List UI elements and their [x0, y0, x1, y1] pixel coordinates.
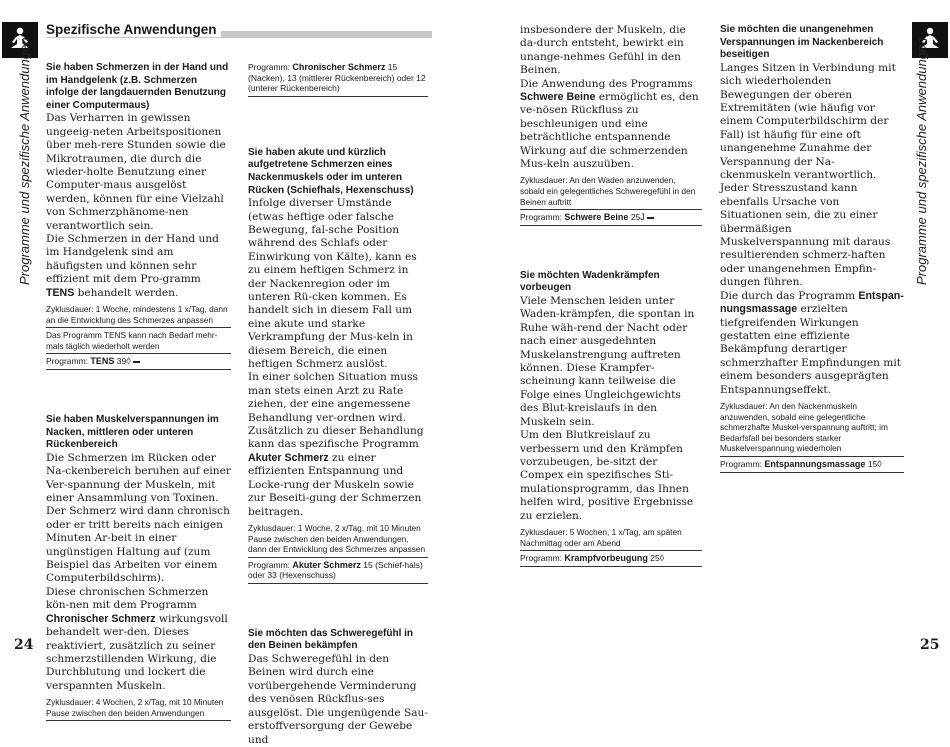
paragraph: Das Verharren in gewissen ungeeig-neten Arbeitspositionen über meh-rere Stunden sowie die Mikrotraumen, die durch die wieder-holte Benutzung einer Computer-maus ausgelöst werden, können für eine Vielzahl von Schmerzphänome-nen verantwortlich sein. [46, 112, 226, 232]
dash-icon [647, 217, 654, 219]
cycle-note: Zyklusdauer: 4 Wochen, 2 x/Tag, mit 10 Minuten Pause zwischen den beiden Anwendungen [46, 697, 231, 721]
column-3 [520, 24, 702, 567]
side-label-right: Programme und spezifische Anwendungen [914, 37, 929, 285]
heading-hand-wrist: Sie haben Schmerzen in der Hand und im Handgelenk (z.B. Schmerzen infolge der langdauernden Benutzung einer Computermaus) [46, 62, 229, 111]
page-number-right: 25 [920, 637, 940, 653]
cycle-note: Zyklusdauer: 5 Wochen, 1 x/Tag, am späten Nachmittag oder am Abend [520, 527, 702, 551]
section-title: Spezifische Anwendungen [46, 22, 221, 37]
paragraph: Infolge diverser Umstände (etwas heftige oder falsche Bewegung, fal-sche Position während des Schlafs oder Einwirkung von Kälte), kann es zu einem heftigen Schmerz in der Nackenregion oder im unteren Rü-cken kommen. Es handelt sich in diesem Fall um eine akute und starke Verkrampfung der Mus-keln in diesem Bereich, die einen heftigen Schmerz auslöst. [248, 197, 417, 371]
paragraph: Um den Blutkreislauf zu verbessern und den Krämpfen vorzubeugen, be-sitzt der Compex ein spezifisches Sti-mulationsprogramm, das Ihnen helfen wird, positive Ergebnisse zu erzielen. [520, 429, 694, 522]
paragraph: Die Schmerzen in der Hand und im Handgelenk sind am häufigsten und können sehr effizient mit dem Pro-gramm TENS behandelt werden. [46, 233, 219, 299]
program-line-acute: Programm: Akuter Schmerz 15 (Schief-hals) oder 33 (Hexenschuss) [248, 558, 428, 584]
program-line-cramp: Programm: Krampfvorbeugung 25◊ [520, 551, 702, 567]
paragraph: Die Anwendung des Programms Schwere Beine ermöglicht es, den ve-nösen Rückfluss zu beschleunigen und eine beträchtliche entspannende Wirkung auf die schmerzenden Mus-keln auszuüben. [520, 77, 699, 171]
heading-calf-cramps: Sie möchten Wadenkrämpfen vorbeugen [520, 269, 660, 294]
column-2 [248, 60, 428, 747]
cycle-note: Zyklusdauer: An den Waden anzuwenden, sobald ein gelegentliches Schweregefühl in den Beinen auftritt [520, 175, 702, 210]
repeat-note: Das Programm TENS kann nach Bedarf mehr-mals täglich wiederholt werden [46, 330, 231, 354]
heading-neck-back: Sie haben Muskelverspannungen im Nacken, mittleren oder unteren Rückenbereich [46, 414, 219, 451]
dash-icon [133, 361, 140, 363]
heading-heavy-legs: Sie möchten das Schweregefühl in den Beinen bekämpfen [248, 627, 414, 652]
paragraph: Diese chronischen Schmerzen kön-nen mit dem Programm Chronischer Schmerz wirkungsvoll behandelt wer-den. Dieses reaktiviert, zusätzlich zu seiner schmerzstillenden Wirkung, die Durchblutung und lockert die verspannten Muskeln. [46, 585, 228, 692]
paragraph: Viele Menschen leiden unter Waden-krämpfen, die spontan in Ruhe wäh-rend der Nacht oder nach einer ausgedehnten Muskelanstrengung auftreten können. Diese Krampfer-scheinung kann teilweise die Folge eines Ungleichgewichts des Blut-kreislaufs in den Muskeln sein. [520, 295, 695, 428]
program-line-tens: Programm: TENS 39◊ [46, 354, 231, 370]
section-title-bar [46, 22, 432, 40]
paragraph: Langes Sitzen in Verbindung mit sich wiederholenden Bewegungen der oberen Extremitäten (wie häufig vor einem Computerbildschirm der Fall) ist häufig für eine oft unangenehme Zunahme der Verspannung der Na-ckenmuskeln verantwortlich. Jeder Stresszustand kann ebenfalls Ursache von Situationen sein, die zu einer übermäßigen Muskelverspannung mit daraus resultierenden schmerz-haften oder unangenehmen Empfin-dungen führen. [720, 61, 896, 289]
page-number-left: 24 [14, 637, 34, 653]
cycle-note: Zyklusdauer: 1 Woche, mindestens 1 x/Tag, dann an die Entwicklung des Schmerzes anpassen [46, 304, 231, 328]
paragraph: Die Schmerzen im Rücken oder Na-ckenbereich beruhen auf einer Ver-spannung der Muskeln, mit einer Ansammlung von Toxinen. Der Schmerz wird dann chronisch oder er tritt bereits nach einigen Minuten Ar-beit in einer ungünstigen Haltung auf (zum Beispiel das Arbeiten vor einem Computerbildschirm). [46, 451, 231, 585]
column-1 [46, 62, 231, 721]
cycle-note: Zyklusdauer: 1 Woche, 2 x/Tag, mit 10 Minuten Pause zwischen den beiden Anwendungen, dann der Entwicklung des Schmerzes anpassen [248, 523, 428, 558]
program-line-massage: Programm: Entspannungsmassage 15◊ [720, 457, 904, 473]
side-label-left: Programme und spezifische Anwendungen [17, 37, 32, 285]
program-line-heavy-legs: Programm: Schwere Beine 25J [520, 210, 702, 226]
column-4 [720, 24, 904, 473]
paragraph: In einer solchen Situation muss man stets einen Arzt zu Rate ziehen, der eine angemessene Behandlung ver-ordnen wird. Zusätzlich zu dieser Behandlung kann das spezifische Programm Akuter Schmerz zu einer effizienten Entspannung und Locke-rung der Muskeln sowie zur Beseiti-gung der Schmerzen beitragen. [248, 371, 424, 518]
heading-acute-pain: Sie haben akute und kürzlich aufgetretene Schmerzen eines Nackenmuskels oder im unteren Rücken (Schiefhals, Hexenschuss) [248, 146, 414, 196]
program-line-chronic: Programm: Chronischer Schmerz 15 (Nacken), 13 (mittlerer Rückenbereich) oder 12 (unterer Rückenbereich) [248, 60, 428, 97]
heading-neck-tension: Sie möchten die unangenehmen Verspannungen im Nackenbereich beseitigen [720, 24, 884, 61]
paragraph: Die durch das Programm Entspan-nungsmassage erzielten tiefgreifenden Wirkungen gestatten eine effiziente Bekämpfung derartiger schmerzhafter Empfindungen mit einem besonders ausgeprägten Entspannungseffekt. [720, 289, 904, 396]
paragraph: insbesondere der Muskeln, die da-durch entsteht, bewirkt ein unange-nehmes Gefühl in den Beinen. [520, 24, 686, 77]
paragraph: Das Schweregefühl in den Beinen wird durch eine vorübergehende Verminderung des venösen Rückflus-ses ausgelöst. Die ungenügende Sau-erstoffversorgung der Gewebe und [248, 653, 428, 746]
cycle-note: Zyklusdauer: An den Nackenmuskeln anzuwenden, sobald eine gelegentliche schmerzhafte Muskel-verspannung auftritt; im Bedarfsfall bei besonders starker Muskelverspannung wiederholen [720, 401, 904, 457]
